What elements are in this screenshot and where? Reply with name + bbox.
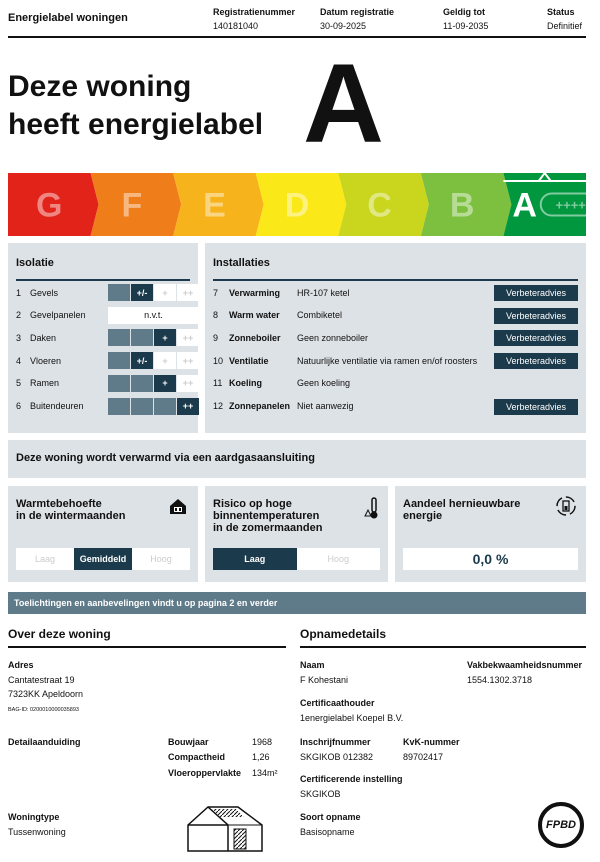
risico-title-1: Risico op hoge	[213, 498, 292, 510]
row-label: Ramen	[30, 378, 60, 389]
row-number: 11	[213, 378, 223, 389]
row-label: Zonnepanelen	[229, 401, 291, 411]
rating-cell: +	[154, 352, 176, 369]
rating-cells	[108, 352, 200, 369]
risico-title-3: in de zomermaanden	[213, 522, 323, 534]
opp-value: 134m²	[252, 768, 278, 778]
warmte-option-laag: Laag	[16, 548, 74, 570]
insch-label: Inschrijfnummer	[300, 737, 371, 747]
hernieuwbaar-value-box	[403, 548, 578, 570]
risico-title-2: binnentemperaturen	[213, 510, 320, 522]
energy-scale	[8, 173, 586, 236]
row-value: Natuurlijke ventilatie via ramen en/of roosters	[297, 355, 478, 366]
rating-cells	[108, 398, 200, 415]
rating-cell: ++	[177, 352, 199, 369]
kvk-label: KvK-nummer	[403, 737, 460, 747]
soort-value: Basisopname	[300, 827, 355, 837]
hernieuwbaar-title-1: Aandeel hernieuwbare	[403, 498, 521, 510]
isolatie-divider	[16, 279, 190, 281]
cert-value: 1energielabel Koepel B.V.	[300, 713, 404, 723]
verbeteradvies-button[interactable]: Verbeteradvies	[494, 308, 578, 324]
row-number: 7	[213, 287, 219, 298]
bouwjaar-value: 1968	[252, 737, 273, 747]
reg-value: 140181040	[213, 21, 259, 31]
status-label: Status	[547, 7, 575, 17]
verbeteradvies-button[interactable]: Verbeteradvies	[494, 330, 578, 346]
row-number: 4	[16, 355, 22, 366]
row-number: 6	[16, 401, 22, 411]
status-block	[547, 7, 582, 31]
row-label: Gevelpanelen	[30, 310, 86, 321]
compact-label: Compactheid	[168, 752, 226, 762]
risico-panel	[205, 486, 388, 582]
rating-cell	[131, 398, 153, 415]
valid-block	[443, 7, 488, 31]
installatie-row	[213, 375, 493, 392]
doc-title: Energielabel woningen	[8, 12, 128, 24]
installatie-row	[213, 329, 493, 346]
rating-cell	[108, 352, 130, 369]
fpbd-logo	[538, 802, 584, 848]
opname-title: Opnamedetails	[300, 627, 387, 641]
warmte-title-2: in de wintermaanden	[16, 510, 126, 522]
hero-label: A	[303, 41, 384, 166]
risico-title	[213, 498, 322, 534]
status-value: Definitief	[547, 21, 583, 31]
row-value: Combiketel	[297, 310, 343, 321]
isolatie-row	[16, 284, 194, 301]
rating-cell	[108, 375, 130, 392]
hernieuwbaar-title	[403, 498, 520, 522]
row-value: Niet aanwezig	[297, 401, 354, 411]
type-label: Woningtype	[8, 812, 60, 822]
date-label: Datum registratie	[320, 7, 395, 17]
rating-cell: ++	[177, 329, 199, 346]
rating-cell: +	[154, 284, 176, 301]
woning-title: Over deze woning	[8, 627, 111, 641]
row-label: Vloeren	[30, 355, 62, 366]
installatie-row	[213, 352, 493, 369]
row-label: Ventilatie	[229, 355, 269, 366]
rating-cells	[108, 284, 200, 301]
warmte-option-hoog: Hoog	[132, 548, 190, 570]
rating-cell: +	[154, 329, 176, 346]
warmte-option-gemiddeld: Gemiddeld	[74, 548, 132, 570]
isolatie-row	[16, 352, 194, 369]
hero-line1: Deze woning	[8, 70, 192, 103]
soort-label: Soort opname	[300, 812, 361, 822]
isolatie-title: Isolatie	[16, 257, 54, 269]
isolatie-row	[16, 329, 194, 346]
hernieuwbaar-title-2: energie	[403, 510, 443, 522]
scale-letter-e: E	[203, 186, 226, 225]
hero-line2: heeft energielabel	[8, 108, 264, 141]
info-banner	[8, 592, 586, 614]
woning-divider	[8, 646, 286, 648]
row-number: 3	[16, 332, 22, 343]
gas-panel	[8, 440, 586, 478]
gas-text: Deze woning wordt verwarmd via een aardgasaansluiting	[16, 452, 315, 464]
scale-letter-f: F	[121, 186, 143, 225]
opname-divider	[300, 646, 586, 648]
row-value: HR-107 ketel	[297, 287, 350, 298]
naam-label: Naam	[300, 660, 325, 670]
bouwjaar-label: Bouwjaar	[168, 737, 209, 747]
rating-cell: ++	[177, 375, 199, 392]
warmte-scale	[16, 548, 190, 570]
row-number: 12	[213, 401, 224, 411]
scale-letter-b: B	[449, 186, 475, 225]
row-label: Gevels	[30, 287, 59, 298]
opp-label: Vloeroppervlakte	[168, 768, 242, 778]
scale-letter-c: C	[367, 186, 392, 225]
nvt-cell: n.v.t.	[108, 307, 199, 324]
plus-pill-text: ++++	[555, 197, 586, 213]
row-label: Daken	[30, 332, 57, 343]
inst-label: Certificerende instelling	[300, 774, 403, 784]
isolatie-row	[16, 398, 194, 415]
date-value: 30-09-2025	[320, 21, 367, 31]
header-divider	[8, 36, 586, 38]
adres-line2: 7323KK Apeldoorn	[8, 689, 84, 699]
rating-cell	[108, 329, 130, 346]
risico-scale	[213, 548, 380, 570]
row-number: 8	[213, 310, 219, 321]
rating-cell	[154, 398, 176, 415]
warmte-title	[16, 498, 125, 522]
rating-cells	[108, 375, 200, 392]
scale-letter-g: G	[36, 186, 63, 225]
rating-cell: +	[154, 375, 176, 392]
thermometer-icon	[364, 496, 382, 520]
rating-cell	[108, 398, 130, 415]
detail-label: Detailaanduiding	[8, 737, 81, 747]
row-number: 9	[213, 332, 219, 343]
inst-value: SKGIKOB	[300, 789, 341, 799]
installaties-title: Installaties	[213, 257, 270, 269]
isolatie-panel	[8, 243, 198, 433]
terraced-house-icon	[186, 803, 264, 853]
verbeteradvies-button[interactable]: Verbeteradvies	[494, 353, 578, 369]
rating-cell: ++	[177, 284, 199, 301]
row-label: Verwarming	[229, 287, 281, 298]
cert-label: Certificaathouder	[300, 698, 375, 708]
row-number: 2	[16, 310, 22, 321]
risico-option-laag: Laag	[213, 548, 297, 570]
row-value: Geen zonneboiler	[297, 332, 369, 343]
house-icon	[168, 496, 188, 516]
rating-cell	[131, 329, 153, 346]
rating-cell	[108, 284, 130, 301]
verbeteradvies-button[interactable]: Verbeteradvies	[494, 285, 578, 301]
hernieuwbaar-panel	[395, 486, 586, 582]
installatie-row	[213, 307, 493, 324]
row-number: 1	[16, 287, 22, 298]
installatie-row	[213, 398, 493, 415]
hernieuwbaar-value: 0,0 %	[472, 551, 509, 567]
recycle-icon	[554, 494, 578, 518]
row-label: Koeling	[229, 378, 262, 389]
fpbd-logo-text: FPBD	[546, 819, 576, 831]
row-value: Geen koeling	[297, 378, 351, 389]
isolatie-row	[16, 307, 190, 324]
info-banner-text: Toelichtingen en aanbevelingen vindt u op pagina 2 en verder	[14, 598, 278, 608]
installaties-divider	[213, 279, 578, 281]
valid-value: 11-09-2035	[443, 21, 489, 31]
isolatie-row	[16, 375, 194, 392]
reg-block	[213, 7, 295, 31]
rating-cell: ++	[177, 398, 199, 415]
reg-label: Registratienummer	[213, 7, 296, 17]
adres-label: Adres	[8, 660, 34, 670]
warmte-title-1: Warmtebehoefte	[16, 498, 102, 510]
rating-cell: +/-	[131, 284, 153, 301]
rating-cell	[131, 375, 153, 392]
scale-letter-d: D	[284, 186, 310, 225]
type-value: Tussenwoning	[8, 827, 66, 837]
installaties-panel	[205, 243, 586, 433]
risico-option-hoog: Hoog	[297, 548, 381, 570]
valid-label: Geldig tot	[443, 7, 485, 17]
row-number: 5	[16, 378, 22, 389]
compact-value: 1,26	[252, 752, 270, 762]
row-number: 10	[213, 355, 224, 366]
vak-label: Vakbekwaamheidsnummer	[467, 660, 583, 670]
verbeteradvies-button[interactable]: Verbeteradvies	[494, 399, 578, 415]
rating-cell: +/-	[131, 352, 153, 369]
scale-letter-a: A	[512, 186, 537, 225]
kvk-value: 89702417	[403, 752, 444, 762]
row-label: Buitendeuren	[30, 401, 84, 411]
bag-id: BAG-ID: 0200010000035893	[8, 707, 79, 713]
insch-value: SKGIKOB 012382	[300, 752, 374, 762]
date-block	[320, 7, 394, 31]
vak-value: 1554.1302.3718	[467, 675, 533, 685]
warmte-panel	[8, 486, 198, 582]
rating-cells	[108, 307, 199, 324]
adres-line1: Cantatestraat 19	[8, 675, 75, 685]
rating-cells	[108, 329, 200, 346]
row-label: Zonneboiler	[229, 332, 281, 343]
installatie-row	[213, 284, 493, 301]
naam-value: F Kohestani	[300, 675, 349, 685]
row-label: Warm water	[229, 310, 280, 321]
